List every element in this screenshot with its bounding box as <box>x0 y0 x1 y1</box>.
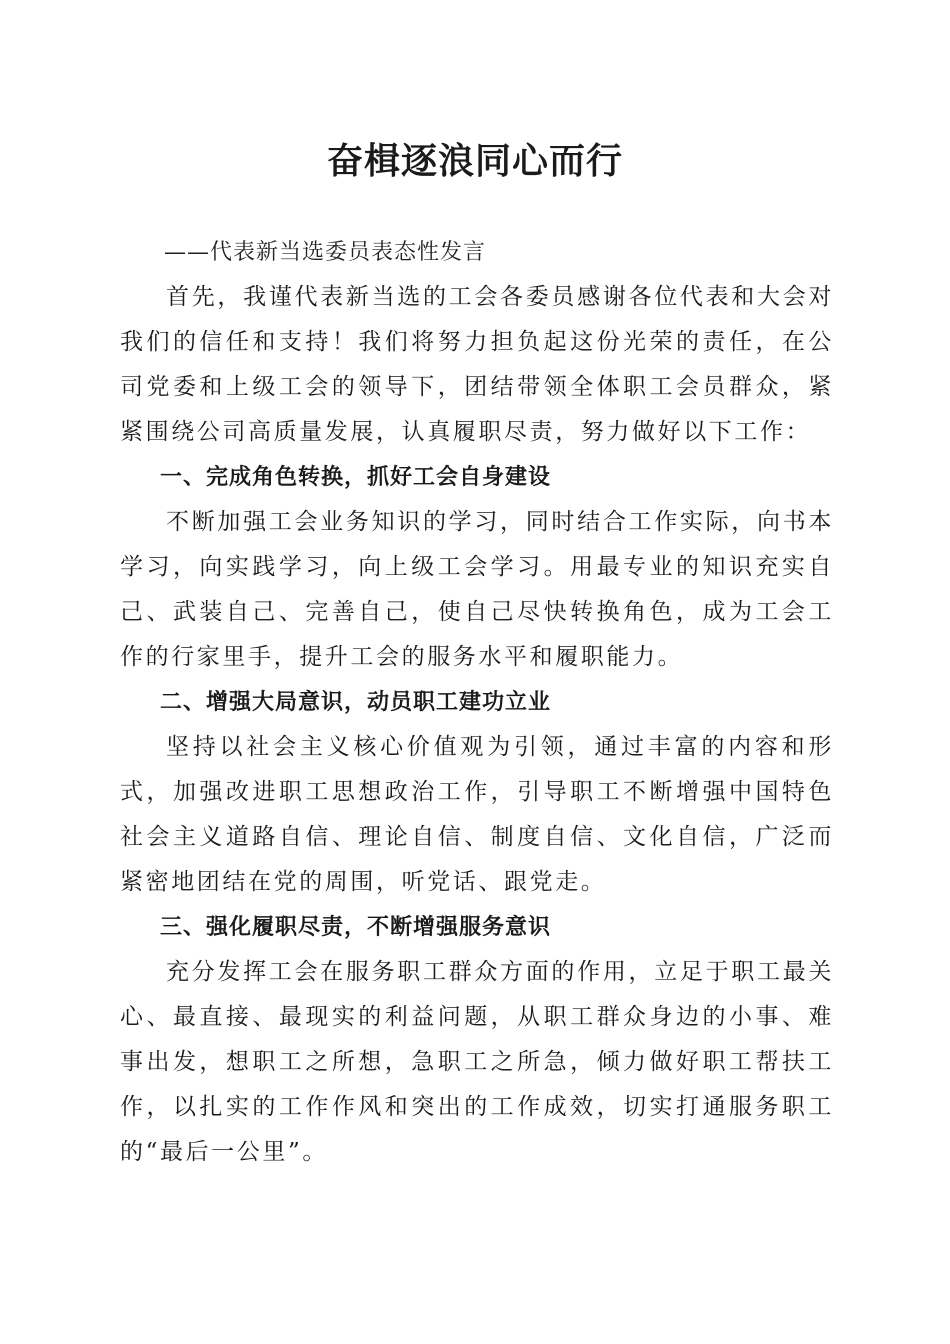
document-body <box>120 230 834 1175</box>
section-heading-1: 一、完成角色转换，抓好工会自身建设 <box>160 465 552 490</box>
section-body-1: 不断加强工会业务知识的学习，同时结合工作实际，向书本学习，向实践学习，向上级工会学习。用最专业的知识充实自己、武装自己、完善自己，使自己尽快转换角色，成为工会工作的行家里手，提升工会的服务水平和履职能力。 <box>120 509 834 670</box>
section-body-3: 充分发挥工会在服务职工群众方面的作用，立足于职工最关心、最直接、最现实的利益问题，从职工群众身边的小事、难事出发，想职工之所想，急职工之所急，倾力做好职工帮扶工作，以扎实的工作作风和突出的工作成效，切实打通服务职工的“最后一公里”。 <box>120 959 834 1165</box>
section-body-2: 坚持以社会主义核心价值观为引领，通过丰富的内容和形式，加强改进职工思想政治工作，引导职工不断增强中国特色社会主义道路自信、理论自信、制度自信、文化自信，广泛而紧密地团结在党的周围，听党话、跟党走。 <box>120 734 834 895</box>
document-subtitle: ——代表新当选委员表态性发言 <box>164 240 487 265</box>
intro-paragraph: 首先，我谨代表新当选的工会各委员感谢各位代表和大会对我们的信任和支持！我们将努力担负起这份光荣的责任，在公司党委和上级工会的领导下，团结带领全体职工会员群众，紧紧围绕公司高质量发展，认真履职尽责，努力做好以下工作： <box>120 284 834 445</box>
section-heading-2: 二、增强大局意识，动员职工建功立业 <box>160 690 552 715</box>
section-heading-3: 三、强化履职尽责，不断增强服务意识 <box>160 915 552 940</box>
document-title: 奋楫逐浪同心而行 <box>326 140 623 182</box>
